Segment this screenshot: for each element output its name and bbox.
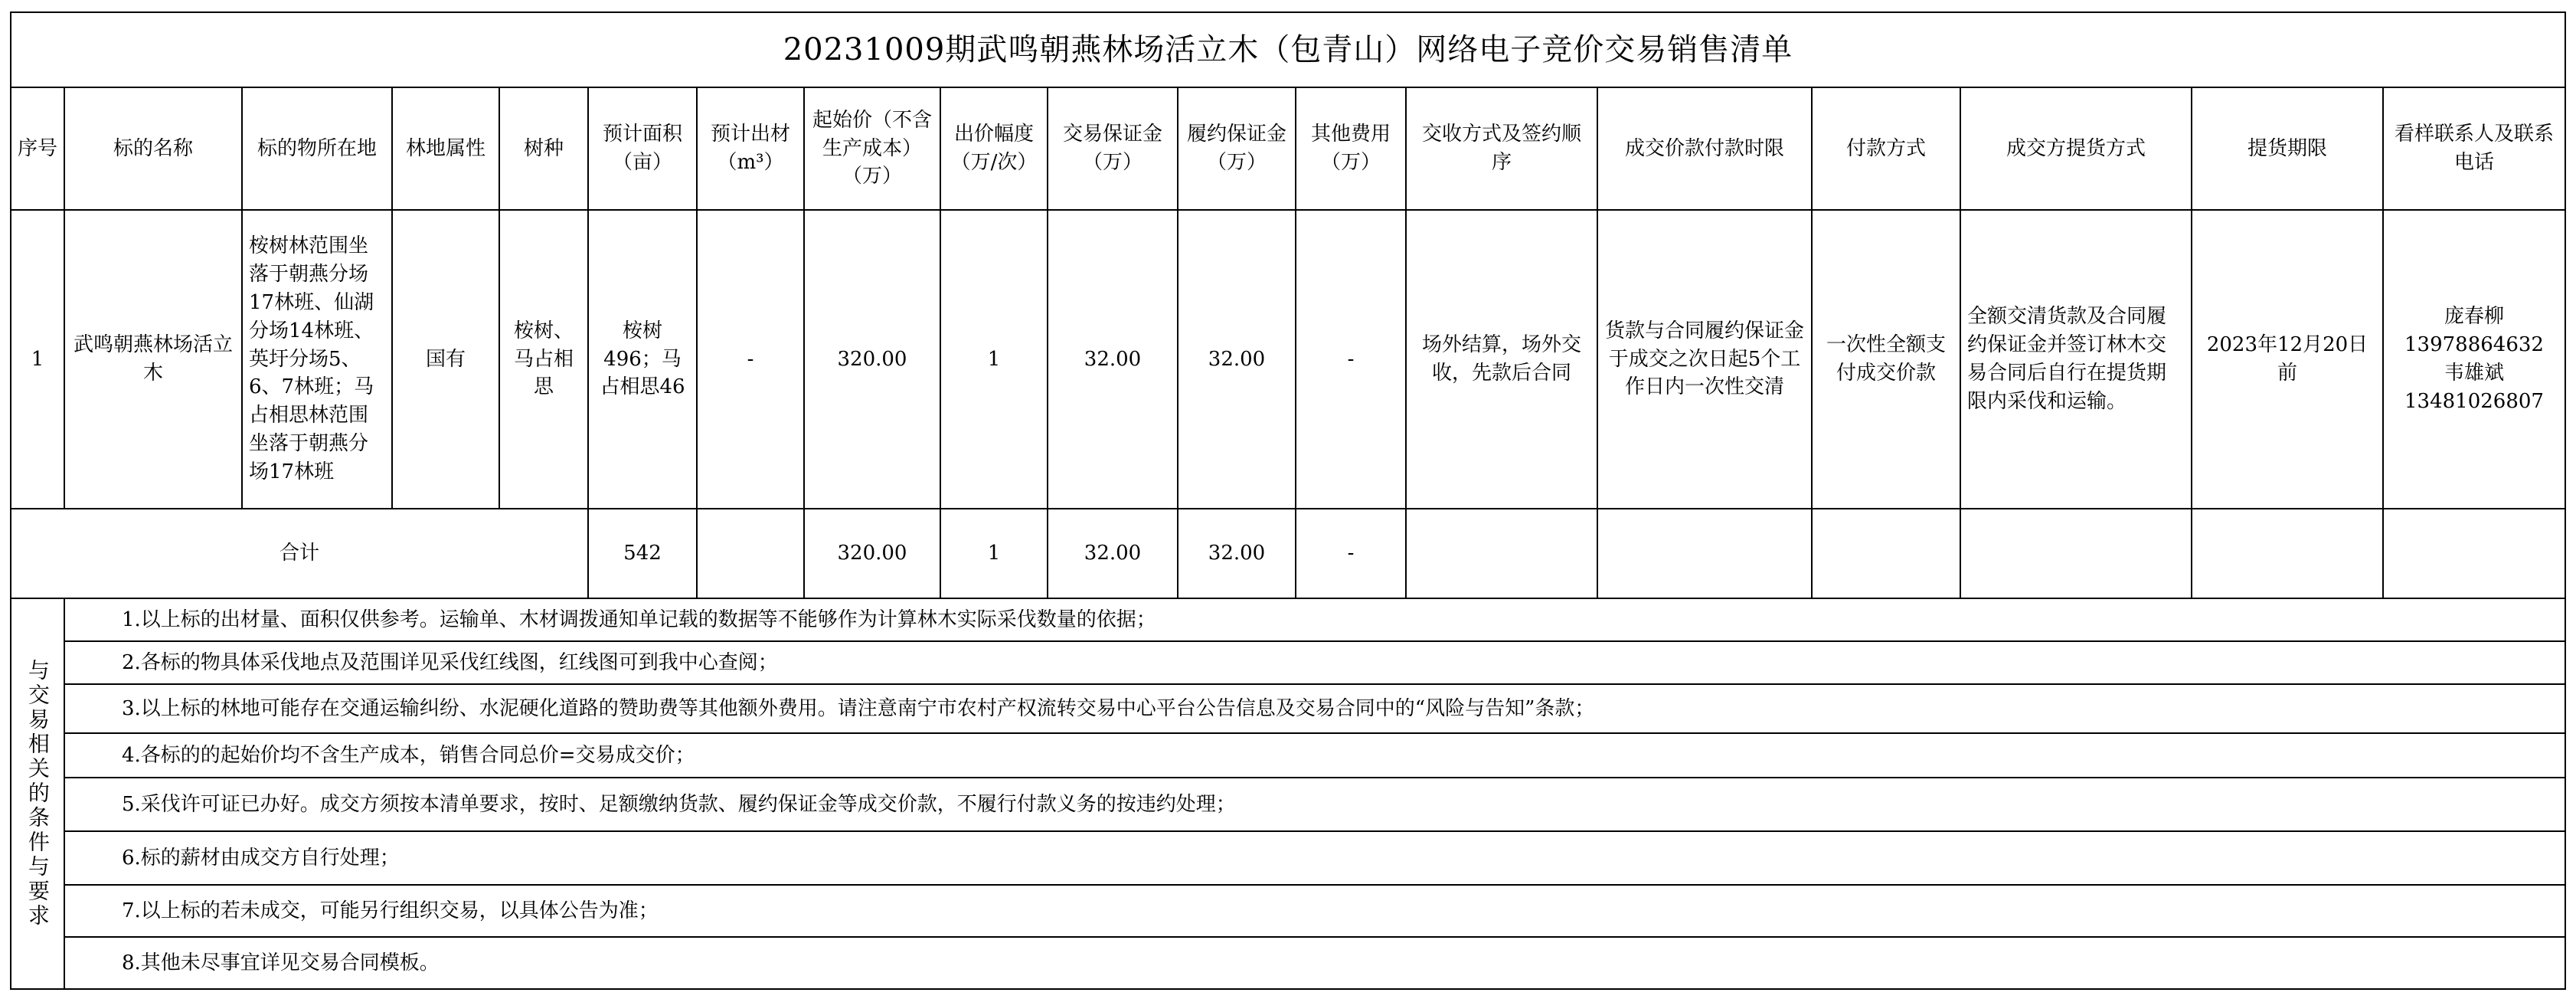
total-delivery <box>1405 508 1598 599</box>
row1-area: 桉树496；马占相思46 <box>587 209 698 509</box>
condition-item-8: 8.其他未尽事宜详见交易合同模板。 <box>64 936 2566 990</box>
row1-perf-deposit: 32.00 <box>1177 209 1296 509</box>
page-title: 20231009期武鸣朝燕林场活立木（包青山）网络电子竞价交易销售清单 <box>10 11 2566 88</box>
header-species: 树种 <box>499 87 589 211</box>
header-name: 标的名称 <box>64 87 243 211</box>
row1-pay-method: 一次性全额支付成交价款 <box>1811 209 1961 509</box>
header-perf-deposit: 履约保证金（万） <box>1177 87 1296 211</box>
header-pickup-deadline: 提货期限 <box>2191 87 2384 211</box>
condition-item-5: 5.采伐许可证已办好。成交方须按本清单要求，按时、足额缴纳货款、履约保证金等成交价款，不履行付款义务的按违约处理； <box>64 777 2566 832</box>
row1-start-price: 320.00 <box>803 209 941 509</box>
total-label: 合计 <box>10 508 589 599</box>
total-contact <box>2382 508 2566 599</box>
row1-volume: - <box>696 209 805 509</box>
total-pay-deadline <box>1597 508 1813 599</box>
total-deposit: 32.00 <box>1047 508 1178 599</box>
row1-increment: 1 <box>940 209 1048 509</box>
total-increment: 1 <box>940 508 1048 599</box>
conditions-label <box>10 598 65 990</box>
row1-land: 国有 <box>391 209 500 509</box>
row1-pickup: 全额交清货款及合同履约保证金并签订林木交易合同后自行在提货期限内采伐和运输。 <box>1960 209 2192 509</box>
contact-phone-1: 13978864632 <box>2404 333 2544 357</box>
header-location: 标的物所在地 <box>241 87 393 211</box>
total-other-fee: - <box>1295 508 1407 599</box>
conditions-label-text: 与交易相关的条件与要求 <box>25 659 51 929</box>
condition-item-1: 1.以上标的出材量、面积仅供参考。运输单、木材调拨通知单记载的数据等不能够作为计算林木实际采伐数量的依据； <box>64 598 2566 642</box>
header-other-fee: 其他费用（万） <box>1295 87 1407 211</box>
header-pay-deadline: 成交价款付款时限 <box>1597 87 1813 211</box>
total-start-price: 320.00 <box>803 508 941 599</box>
row1-deposit: 32.00 <box>1047 209 1178 509</box>
header-deposit: 交易保证金（万） <box>1047 87 1178 211</box>
row1-pickup-deadline: 2023年12月20日前 <box>2191 209 2384 509</box>
condition-item-4: 4.各标的的起始价均不含生产成本，销售合同总价=交易成交价； <box>64 732 2566 778</box>
row1-name: 武鸣朝燕林场活立木 <box>64 209 243 509</box>
condition-item-6: 6.标的薪材由成交方自行处理； <box>64 830 2566 886</box>
header-pay-method: 付款方式 <box>1811 87 1961 211</box>
row1-pay-deadline: 货款与合同履约保证金于成交之次日起5个工作日内一次性交清 <box>1597 209 1813 509</box>
row1-species: 桉树、马占相思 <box>499 209 589 509</box>
header-land: 林地属性 <box>391 87 500 211</box>
total-pickup <box>1960 508 2192 599</box>
header-increment: 出价幅度（万/次） <box>940 87 1048 211</box>
contact-name-2: 韦雄斌 <box>2444 362 2504 385</box>
contact-phone-2: 13481026807 <box>2404 389 2544 413</box>
condition-item-7: 7.以上标的若未成交，可能另行组织交易，以具体公告为准； <box>64 884 2566 938</box>
total-area: 542 <box>587 508 698 599</box>
header-area: 预计面积（亩） <box>587 87 698 211</box>
row1-other-fee: - <box>1295 209 1407 509</box>
header-start-price: 起始价（不含生产成本）（万） <box>803 87 941 211</box>
header-seq: 序号 <box>10 87 65 211</box>
total-perf-deposit: 32.00 <box>1177 508 1296 599</box>
row1-contact <box>2382 209 2566 509</box>
header-contact: 看样联系人及联系电话 <box>2382 87 2566 211</box>
row1-seq: 1 <box>10 209 65 509</box>
row1-delivery: 场外结算，场外交收，先款后合同 <box>1405 209 1598 509</box>
sales-list-sheet <box>10 11 2566 990</box>
contact-name-1: 庞春柳 <box>2444 305 2504 329</box>
header-volume: 预计出材（m³） <box>696 87 805 211</box>
condition-item-3: 3.以上标的林地可能存在交通运输纠纷、水泥硬化道路的赞助费等其他额外费用。请注意南宁市农村产权流转交易中心平台公告信息及交易合同中的“风险与告知”条款； <box>64 683 2566 734</box>
row1-location: 桉树林范围坐落于朝燕分场17林班、仙湖分场14林班、英圩分场5、6、7林班；马占相思林范围坐落于朝燕分场17林班 <box>241 209 393 509</box>
total-volume <box>696 508 805 599</box>
condition-item-2: 2.各标的物具体采伐地点及范围详见采伐红线图，红线图可到我中心查阅； <box>64 640 2566 685</box>
total-pickup-deadline <box>2191 508 2384 599</box>
header-delivery: 交收方式及签约顺序 <box>1405 87 1598 211</box>
header-pickup: 成交方提货方式 <box>1960 87 2192 211</box>
total-pay-method <box>1811 508 1961 599</box>
